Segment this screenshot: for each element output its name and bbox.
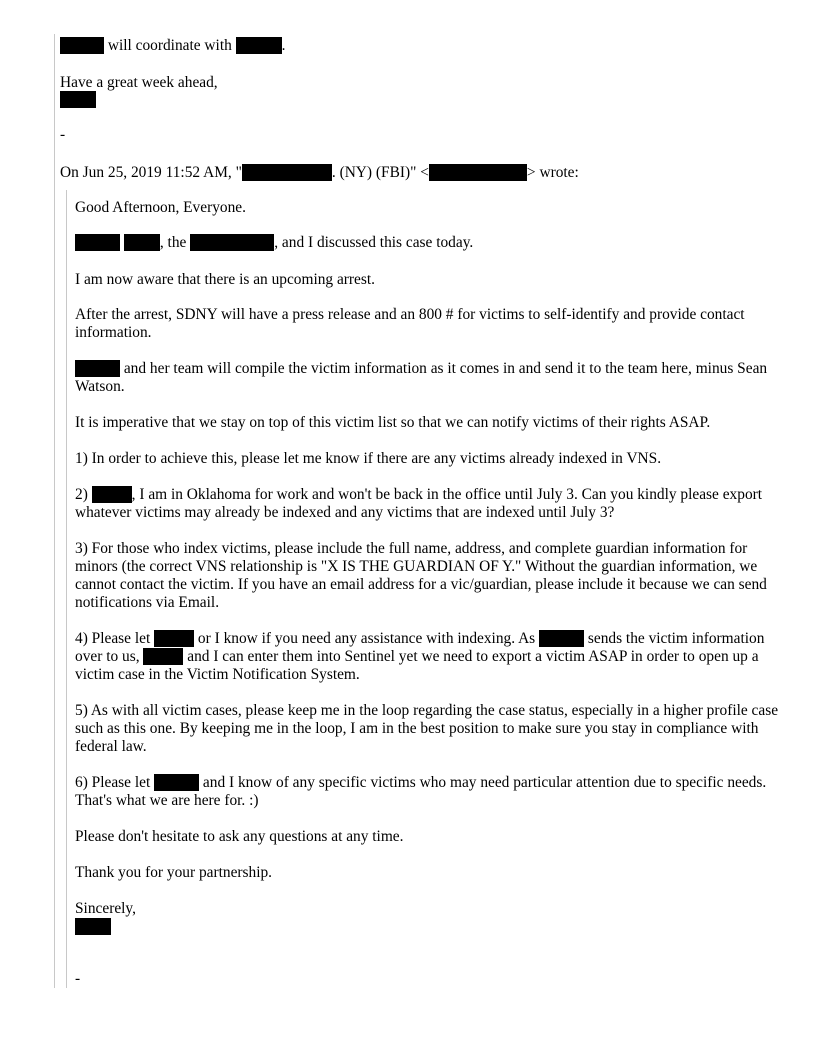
redaction bbox=[60, 37, 104, 54]
paragraph: Please don't hesitate to ask any questions at any time. bbox=[75, 828, 404, 845]
separator-dash: - bbox=[75, 970, 81, 987]
paragraph: It is imperative that we stay on top of this victim list so that we can notify victims of their rights ASAP. bbox=[75, 414, 711, 431]
list-item: 4) Please let or I know if you need any assistance with indexing. As sends the victim information over to us, and I can enter them into Sentinel yet we need to export a victim ASAP in order to open up a victim case in the Victim Notification System. bbox=[75, 630, 765, 683]
quote-header: On Jun 25, 2019 11:52 AM, " . (NY) (FBI)" < > wrote: bbox=[60, 164, 579, 181]
redaction bbox=[75, 918, 111, 935]
redaction bbox=[539, 630, 584, 647]
redaction bbox=[75, 234, 120, 251]
signoff: Sincerely, bbox=[75, 900, 136, 917]
list-item: 6) Please let and I know of any specific victims who may need particular attention due to specific needs. That's what we are here for. :) bbox=[75, 774, 767, 809]
redaction bbox=[236, 37, 282, 54]
redaction bbox=[92, 486, 132, 503]
paragraph: I am now aware that there is an upcoming arrest. bbox=[75, 271, 376, 288]
redaction bbox=[242, 164, 332, 181]
sender-signature bbox=[60, 91, 96, 109]
list-item: 5) As with all victim cases, please keep me in the loop regarding the case status, especially in a higher profile case such as this one. By keeping me in the loop, I am in the best position to make sure you stay in compliance with federal law. bbox=[75, 702, 779, 755]
inner-quote-bar bbox=[66, 190, 67, 988]
separator-dash: - bbox=[60, 126, 66, 143]
quoted-signature bbox=[75, 918, 111, 936]
paragraph: , the , and I discussed this case today. bbox=[75, 234, 473, 252]
coordinate-line: will coordinate with . bbox=[60, 37, 286, 55]
redaction bbox=[143, 648, 183, 665]
paragraph: and her team will compile the victim information as it comes in and send it to the team here, minus Sean Watson. bbox=[75, 360, 768, 395]
redaction bbox=[190, 234, 274, 251]
redaction bbox=[124, 234, 160, 251]
paragraph: After the arrest, SDNY will have a press release and an 800 # for victims to self-identify and provide contact information. bbox=[75, 306, 745, 341]
redaction bbox=[60, 91, 96, 108]
outer-quote-bar bbox=[54, 34, 55, 988]
redaction bbox=[154, 774, 199, 791]
redaction bbox=[154, 630, 194, 647]
redaction bbox=[429, 164, 527, 181]
list-item: 3) For those who index victims, please include the full name, address, and complete guardian information for minors (the correct VNS relationship is "X IS THE GUARDIAN OF Y." Without the guardian information, we cannot contact the victim. If you have an email address for a vic/guardian, please include it because we can send notifications via Email. bbox=[75, 540, 767, 611]
redaction bbox=[75, 360, 120, 377]
greeting: Good Afternoon, Everyone. bbox=[75, 199, 246, 216]
paragraph: Thank you for your partnership. bbox=[75, 864, 273, 881]
list-item: 2) , I am in Oklahoma for work and won't be back in the office until July 3. Can you kindly please export whatever victims may already be indexed and any victims that are indexed until July 3? bbox=[75, 486, 763, 521]
closing-line: Have a great week ahead, bbox=[60, 74, 218, 91]
list-item: 1) In order to achieve this, please let me know if there are any victims already indexed in VNS. bbox=[75, 450, 662, 467]
